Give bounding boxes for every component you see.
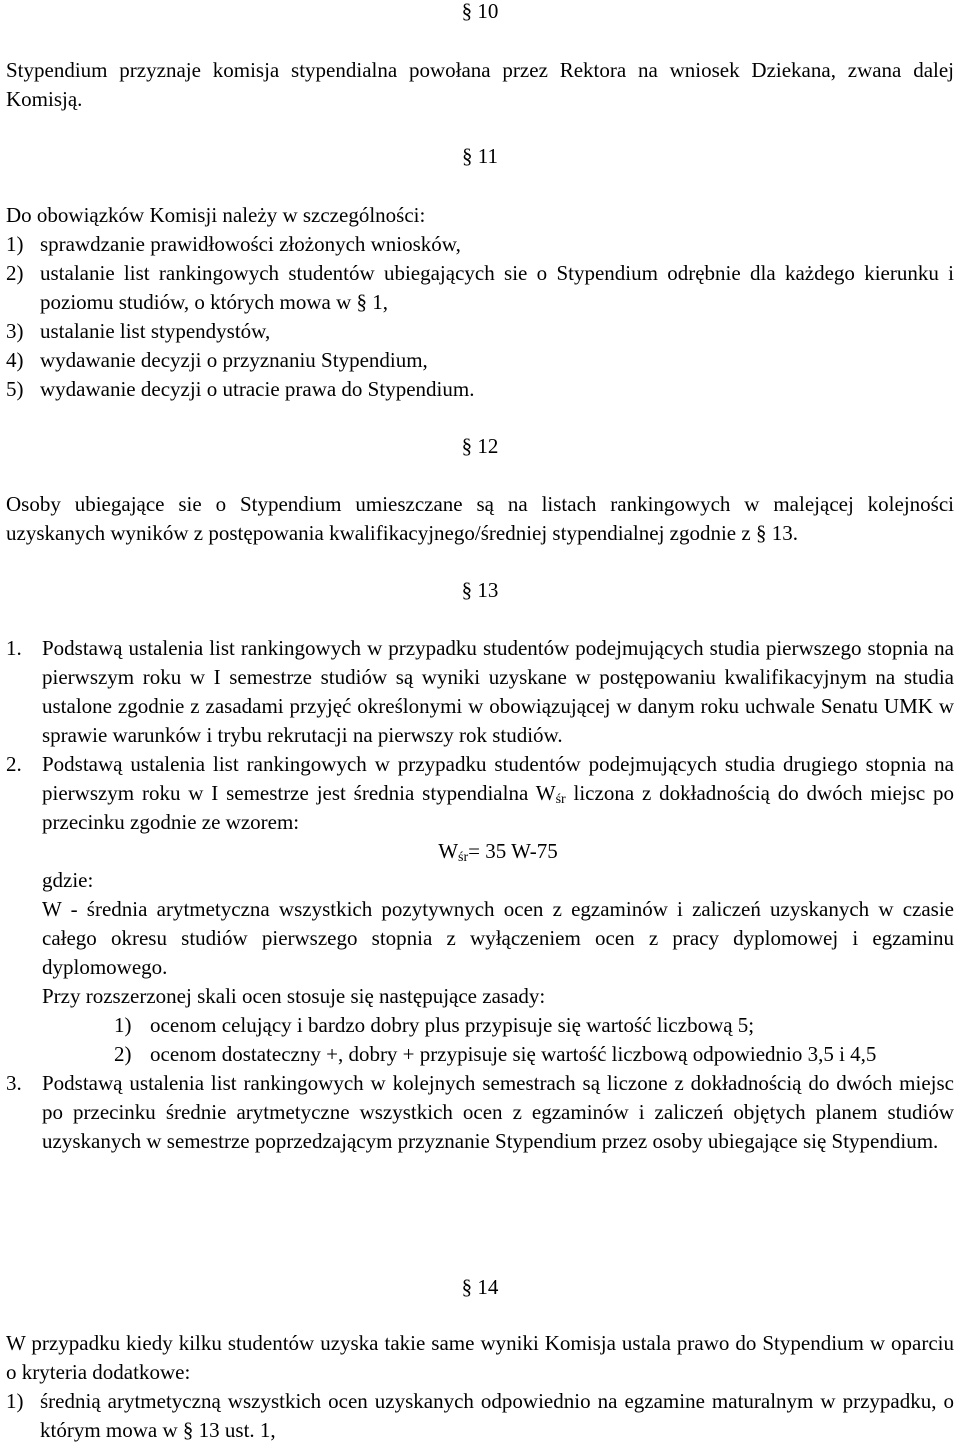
list-item-text <box>42 750 954 837</box>
section-12-heading: § 12 <box>461 434 499 458</box>
section-13-list-cont <box>6 1069 954 1156</box>
list-item <box>6 1069 954 1156</box>
scale-list <box>6 1011 954 1069</box>
list-item-text: ustalanie list stypendystów, <box>40 319 271 343</box>
list-item-number: 4) <box>6 348 24 372</box>
section-11-list <box>6 230 954 404</box>
formula-w: W <box>438 839 459 863</box>
list-item <box>6 634 954 750</box>
formula <box>42 837 954 866</box>
list-item-text: wydawanie decyzji o przyznaniu Stypendium, <box>40 348 428 372</box>
list-item-number: 5) <box>6 377 24 401</box>
formula-subscript: śr <box>458 850 469 865</box>
p2-text-a: Podstawą ustalenia list rankingowych w przypadku studentów podejmujących studia drugiego stopnia na pierwszym roku w I semestrze jest średnia stypendialna W <box>42 752 954 805</box>
list-item-number: 2. <box>6 752 22 776</box>
list-item-number: 3. <box>6 1071 22 1095</box>
list-item-number: 1) <box>114 1013 132 1037</box>
list-item-text: ocenom celujący i bardzo dobry plus przypisuje się wartość liczbową 5; <box>150 1013 755 1037</box>
list-item <box>6 750 954 1011</box>
section-12-text: Osoby ubiegające sie o Stypendium umieszczane są na listach rankingowych w malejącej kolejności uzyskanych wyników z postępowania kwalifikacyjnego/średniej stypendialnej zgodnie z § 13. <box>6 492 954 545</box>
section-11-body <box>6 201 954 404</box>
section-11-heading: § 11 <box>462 144 498 168</box>
section-14-heading: § 14 <box>461 1275 499 1299</box>
list-item-text: ocenom dostateczny +, dobry + przypisuje się wartość liczbową odpowiednio 3,5 i 4,5 <box>150 1042 877 1066</box>
list-item-text: ustalanie list rankingowych studentów ubiegających sie o Stypendium odrębnie dla każdego kierunku i poziomu studiów, o których mowa w § 1, <box>40 261 954 314</box>
section-14-body <box>6 1329 954 1445</box>
scale-intro: Przy rozszerzonej skali ocen stosuje się następujące zasady: <box>42 984 546 1008</box>
subscript-sr: śr <box>555 792 566 807</box>
section-10-heading: § 10 <box>461 0 499 23</box>
list-item-number: 3) <box>6 319 24 343</box>
list-item-text: Podstawą ustalenia list rankingowych w przypadku studentów podejmujących studia pierwszego stopnia na pierwszym roku w I semestrze studiów są wyniki uzyskane w postępowaniu kwalifikacyjnym na studia ustalone zgodnie z zasadami przyjęć określonymi w obowiązującej w danym roku uchwale Senatu UMK w sprawie warunków i trybu rekrutacji na pierwszy rok studiów. <box>42 636 954 747</box>
section-13-heading: § 13 <box>461 578 499 602</box>
list-item <box>6 317 954 346</box>
section-13-list <box>6 634 954 1011</box>
section-13-body <box>6 634 954 1156</box>
list-item <box>6 1040 954 1069</box>
gdzie-label: gdzie: <box>42 868 94 892</box>
list-item <box>6 375 954 404</box>
list-item-number: 1) <box>6 1389 24 1413</box>
list-item-text: sprawdzanie prawidłowości złożonych wniosków, <box>40 232 461 256</box>
list-item-text: wydawanie decyzji o utracie prawa do Stypendium. <box>40 377 475 401</box>
list-item-number: 1. <box>6 636 22 660</box>
p2-text-b: liczona z dokładnością do dwóch miejsc po przecinku zgodnie ze wzorem: <box>42 781 955 834</box>
list-item-text: Podstawą ustalenia list rankingowych w kolejnych semestrach są liczone z dokładnością do dwóch miejsc po przecinku średnie arytmetyczne wszystkich ocen z egzaminów i zaliczeń objętych planem studiów uzyskanych w semestrze poprzedzającym przyznanie Stypendium przez osoby ubiegające się Stypendium. <box>42 1071 954 1153</box>
list-item-number: 2) <box>6 261 24 285</box>
section-10-text: Stypendium przyznaje komisja stypendialna powołana przez Rektora na wniosek Dziekana, zwana dalej Komisją. <box>6 58 954 111</box>
list-item <box>6 1387 954 1445</box>
section-11-intro: Do obowiązków Komisji należy w szczególności: <box>6 203 426 227</box>
list-item <box>6 230 954 259</box>
list-item-number: 1) <box>6 232 24 256</box>
section-14-list <box>6 1387 954 1445</box>
list-item <box>6 346 954 375</box>
list-item-number: 2) <box>114 1042 132 1066</box>
list-item-text: średnią arytmetyczną wszystkich ocen uzyskanych odpowiednio na egzamine maturalnym w przypadku, o którym mowa w § 13 ust. 1, <box>40 1389 954 1442</box>
w-definition: W - średnia arytmetyczna wszystkich pozytywnych ocen z egzaminów i zaliczeń uzyskanych w czasie całego okresu studiów pierwszego stopnia z wyłączeniem ocen z pracy dyplomowej i egzaminu dyplomowego. <box>42 897 954 979</box>
section-14-intro: W przypadku kiedy kilku studentów uzyska takie same wyniki Komisja ustala prawo do Stypendium w oparciu o kryteria dodatkowe: <box>6 1331 954 1384</box>
formula-rest: = 35 W-75 <box>468 839 558 863</box>
list-item <box>6 259 954 317</box>
list-item <box>6 1011 954 1040</box>
